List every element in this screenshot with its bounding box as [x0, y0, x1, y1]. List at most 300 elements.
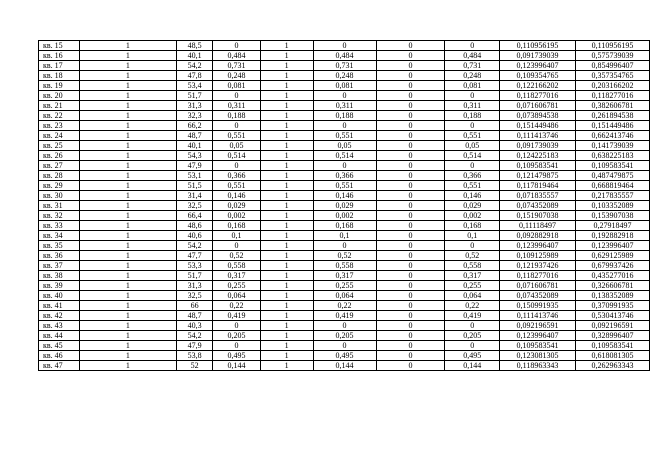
table-row — [39, 341, 650, 351]
table-row — [39, 321, 650, 331]
col-9-cell: 0,121479875 — [500, 171, 576, 181]
col-9-cell: 0,151449486 — [500, 121, 576, 131]
total-cell: 0,109583541 — [575, 341, 649, 351]
col-4-cell: 0 — [213, 91, 260, 101]
col-2-cell: 1 — [79, 151, 176, 161]
table-row — [39, 91, 650, 101]
total-cell: 0,668819464 — [575, 181, 649, 191]
col-7-cell: 0 — [376, 131, 445, 141]
area-cell: 40,3 — [176, 321, 213, 331]
col-2-cell: 1 — [79, 261, 176, 271]
col-4-cell: 0,52 — [213, 251, 260, 261]
col-2-cell: 1 — [79, 271, 176, 281]
col-5-cell: 1 — [260, 91, 313, 101]
col-9-cell: 0,092882918 — [500, 231, 576, 241]
apartment-cell: кв. 28 — [39, 171, 80, 181]
col-9-cell: 0,074352089 — [500, 291, 576, 301]
col-5-cell: 1 — [260, 51, 313, 61]
col-9-cell: 0,124225183 — [500, 151, 576, 161]
col-6-cell: 0,558 — [313, 261, 376, 271]
col-6-cell: 0,731 — [313, 61, 376, 71]
col-6-cell: 0,311 — [313, 101, 376, 111]
col-6-cell: 0,1 — [313, 231, 376, 241]
col-6-cell: 0 — [313, 321, 376, 331]
col-9-cell: 0,109583541 — [500, 161, 576, 171]
col-7-cell: 0 — [376, 61, 445, 71]
table-row — [39, 351, 650, 361]
area-cell: 40,1 — [176, 141, 213, 151]
table-row — [39, 281, 650, 291]
col-2-cell: 1 — [79, 361, 176, 371]
col-9-cell: 0,151907038 — [500, 211, 576, 221]
col-2-cell: 1 — [79, 71, 176, 81]
col-7-cell: 0 — [376, 341, 445, 351]
col-9-cell: 0,118277016 — [500, 91, 576, 101]
table-row — [39, 71, 650, 81]
col-8-cell: 0 — [445, 161, 500, 171]
col-5-cell: 1 — [260, 281, 313, 291]
total-cell: 0,109583541 — [575, 161, 649, 171]
col-4-cell: 0,1 — [213, 231, 260, 241]
col-8-cell: 0,419 — [445, 311, 500, 321]
col-7-cell: 0 — [376, 321, 445, 331]
area-cell: 31,3 — [176, 101, 213, 111]
col-5-cell: 1 — [260, 181, 313, 191]
col-4-cell: 0,205 — [213, 331, 260, 341]
col-8-cell: 0,064 — [445, 291, 500, 301]
col-7-cell: 0 — [376, 91, 445, 101]
col-4-cell: 0 — [213, 121, 260, 131]
apartment-cell: кв. 20 — [39, 91, 80, 101]
col-6-cell: 0,064 — [313, 291, 376, 301]
col-2-cell: 1 — [79, 111, 176, 121]
apartment-cell: кв. 39 — [39, 281, 80, 291]
col-8-cell: 0,22 — [445, 301, 500, 311]
col-7-cell: 0 — [376, 351, 445, 361]
table-body — [39, 41, 650, 371]
table-row — [39, 241, 650, 251]
col-5-cell: 1 — [260, 81, 313, 91]
col-5-cell: 1 — [260, 121, 313, 131]
area-cell: 32,3 — [176, 111, 213, 121]
apartment-cell: кв. 33 — [39, 221, 80, 231]
col-5-cell: 1 — [260, 211, 313, 221]
col-7-cell: 0 — [376, 281, 445, 291]
col-4-cell: 0 — [213, 341, 260, 351]
col-7-cell: 0 — [376, 181, 445, 191]
col-5-cell: 1 — [260, 251, 313, 261]
area-cell: 47,9 — [176, 161, 213, 171]
apartment-cell: кв. 44 — [39, 331, 80, 341]
col-5-cell: 1 — [260, 61, 313, 71]
apartment-cell: кв. 47 — [39, 361, 80, 371]
col-8-cell: 0,311 — [445, 101, 500, 111]
table-row — [39, 191, 650, 201]
apartment-cell: кв. 31 — [39, 201, 80, 211]
col-5-cell: 1 — [260, 241, 313, 251]
col-2-cell: 1 — [79, 131, 176, 141]
col-8-cell: 0,317 — [445, 271, 500, 281]
col-9-cell: 0,109125989 — [500, 251, 576, 261]
col-9-cell: 0,11118497 — [500, 221, 576, 231]
col-4-cell: 0 — [213, 241, 260, 251]
apartment-cell: кв. 18 — [39, 71, 80, 81]
col-2-cell: 1 — [79, 181, 176, 191]
col-2-cell: 1 — [79, 281, 176, 291]
col-2-cell: 1 — [79, 221, 176, 231]
col-5-cell: 1 — [260, 151, 313, 161]
apartment-cell: кв. 36 — [39, 251, 80, 261]
area-cell: 51,5 — [176, 181, 213, 191]
col-4-cell: 0,419 — [213, 311, 260, 321]
apartment-cell: кв. 32 — [39, 211, 80, 221]
area-cell: 53,8 — [176, 351, 213, 361]
apartment-cell: кв. 45 — [39, 341, 80, 351]
table-row — [39, 81, 650, 91]
table-row — [39, 101, 650, 111]
total-cell: 0,217835557 — [575, 191, 649, 201]
area-cell: 53,1 — [176, 171, 213, 181]
apartment-cell: кв. 30 — [39, 191, 80, 201]
total-cell: 0,487479875 — [575, 171, 649, 181]
area-cell: 51,7 — [176, 91, 213, 101]
col-6-cell: 0,366 — [313, 171, 376, 181]
area-cell: 54,2 — [176, 331, 213, 341]
col-4-cell: 0,514 — [213, 151, 260, 161]
col-6-cell: 0,144 — [313, 361, 376, 371]
col-5-cell: 1 — [260, 101, 313, 111]
col-4-cell: 0,029 — [213, 201, 260, 211]
col-2-cell: 1 — [79, 351, 176, 361]
apartment-cell: кв. 35 — [39, 241, 80, 251]
col-7-cell: 0 — [376, 201, 445, 211]
table-row — [39, 151, 650, 161]
col-5-cell: 1 — [260, 361, 313, 371]
col-8-cell: 0,1 — [445, 231, 500, 241]
col-6-cell: 0,248 — [313, 71, 376, 81]
area-cell: 53,3 — [176, 261, 213, 271]
area-cell: 51,7 — [176, 271, 213, 281]
col-7-cell: 0 — [376, 261, 445, 271]
col-4-cell: 0,255 — [213, 281, 260, 291]
col-9-cell: 0,123996407 — [500, 331, 576, 341]
col-9-cell: 0,121937426 — [500, 261, 576, 271]
area-cell: 32,5 — [176, 291, 213, 301]
table-row — [39, 291, 650, 301]
total-cell: 0,092196591 — [575, 321, 649, 331]
col-8-cell: 0,551 — [445, 181, 500, 191]
table-row — [39, 131, 650, 141]
table-row — [39, 181, 650, 191]
area-cell: 31,4 — [176, 191, 213, 201]
col-7-cell: 0 — [376, 311, 445, 321]
table-row — [39, 141, 650, 151]
col-9-cell: 0,111413746 — [500, 311, 576, 321]
table-row — [39, 361, 650, 371]
area-cell: 54,2 — [176, 241, 213, 251]
total-cell: 0,262963343 — [575, 361, 649, 371]
col-7-cell: 0 — [376, 331, 445, 341]
col-2-cell: 1 — [79, 341, 176, 351]
area-cell: 52 — [176, 361, 213, 371]
table-row — [39, 221, 650, 231]
total-cell: 0,618081305 — [575, 351, 649, 361]
col-9-cell: 0,071606781 — [500, 101, 576, 111]
col-5-cell: 1 — [260, 71, 313, 81]
total-cell: 0,370991935 — [575, 301, 649, 311]
col-7-cell: 0 — [376, 151, 445, 161]
col-7-cell: 0 — [376, 251, 445, 261]
total-cell: 0,103352089 — [575, 201, 649, 211]
total-cell: 0,638225183 — [575, 151, 649, 161]
col-4-cell: 0,558 — [213, 261, 260, 271]
total-cell: 0,854996407 — [575, 61, 649, 71]
col-6-cell: 0,484 — [313, 51, 376, 61]
col-4-cell: 0,144 — [213, 361, 260, 371]
col-8-cell: 0,081 — [445, 81, 500, 91]
col-2-cell: 1 — [79, 301, 176, 311]
col-2-cell: 1 — [79, 101, 176, 111]
col-2-cell: 1 — [79, 321, 176, 331]
col-2-cell: 1 — [79, 161, 176, 171]
col-6-cell: 0 — [313, 341, 376, 351]
col-5-cell: 1 — [260, 41, 313, 51]
col-2-cell: 1 — [79, 251, 176, 261]
col-5-cell: 1 — [260, 131, 313, 141]
total-cell: 0,141739039 — [575, 141, 649, 151]
area-cell: 54,3 — [176, 151, 213, 161]
area-cell: 32,5 — [176, 201, 213, 211]
col-8-cell: 0,731 — [445, 61, 500, 71]
col-7-cell: 0 — [376, 81, 445, 91]
apartment-cell: кв. 37 — [39, 261, 80, 271]
col-6-cell: 0,22 — [313, 301, 376, 311]
total-cell: 0,435277016 — [575, 271, 649, 281]
table-row — [39, 41, 650, 51]
area-cell: 47,7 — [176, 251, 213, 261]
col-9-cell: 0,117819464 — [500, 181, 576, 191]
col-6-cell: 0 — [313, 241, 376, 251]
col-8-cell: 0,002 — [445, 211, 500, 221]
col-7-cell: 0 — [376, 221, 445, 231]
col-4-cell: 0,551 — [213, 131, 260, 141]
table-row — [39, 251, 650, 261]
col-7-cell: 0 — [376, 71, 445, 81]
col-2-cell: 1 — [79, 121, 176, 131]
col-9-cell: 0,074352089 — [500, 201, 576, 211]
apartment-cell: кв. 26 — [39, 151, 80, 161]
col-5-cell: 1 — [260, 141, 313, 151]
total-cell: 0,123996407 — [575, 241, 649, 251]
col-4-cell: 0,366 — [213, 171, 260, 181]
area-cell: 66,4 — [176, 211, 213, 221]
col-9-cell: 0,091739039 — [500, 51, 576, 61]
col-8-cell: 0,514 — [445, 151, 500, 161]
col-5-cell: 1 — [260, 321, 313, 331]
col-9-cell: 0,123081305 — [500, 351, 576, 361]
col-8-cell: 0,146 — [445, 191, 500, 201]
col-5-cell: 1 — [260, 201, 313, 211]
col-7-cell: 0 — [376, 191, 445, 201]
total-cell: 0,662413746 — [575, 131, 649, 141]
apartment-cell: кв. 38 — [39, 271, 80, 281]
area-cell: 47,9 — [176, 341, 213, 351]
col-4-cell: 0,317 — [213, 271, 260, 281]
col-7-cell: 0 — [376, 301, 445, 311]
col-5-cell: 1 — [260, 171, 313, 181]
col-6-cell: 0,52 — [313, 251, 376, 261]
col-5-cell: 1 — [260, 351, 313, 361]
col-7-cell: 0 — [376, 291, 445, 301]
col-6-cell: 0,514 — [313, 151, 376, 161]
apartment-cell: кв. 15 — [39, 41, 80, 51]
col-2-cell: 1 — [79, 291, 176, 301]
col-9-cell: 0,123996407 — [500, 61, 576, 71]
col-8-cell: 0,366 — [445, 171, 500, 181]
table-row — [39, 171, 650, 181]
col-8-cell: 0,168 — [445, 221, 500, 231]
col-9-cell: 0,111413746 — [500, 131, 576, 141]
table-row — [39, 61, 650, 71]
col-7-cell: 0 — [376, 41, 445, 51]
col-4-cell: 0,188 — [213, 111, 260, 121]
col-9-cell: 0,073894538 — [500, 111, 576, 121]
data-table — [38, 40, 650, 371]
apartment-cell: кв. 25 — [39, 141, 80, 151]
apartment-cell: кв. 16 — [39, 51, 80, 61]
col-7-cell: 0 — [376, 171, 445, 181]
area-cell: 54,2 — [176, 61, 213, 71]
col-7-cell: 0 — [376, 361, 445, 371]
apartment-cell: кв. 41 — [39, 301, 80, 311]
col-4-cell: 0,064 — [213, 291, 260, 301]
total-cell: 0,153907038 — [575, 211, 649, 221]
apartment-cell: кв. 46 — [39, 351, 80, 361]
col-2-cell: 1 — [79, 91, 176, 101]
table-row — [39, 111, 650, 121]
apartment-cell: кв. 27 — [39, 161, 80, 171]
col-6-cell: 0,05 — [313, 141, 376, 151]
col-5-cell: 1 — [260, 221, 313, 231]
col-4-cell: 0,551 — [213, 181, 260, 191]
col-5-cell: 1 — [260, 311, 313, 321]
col-6-cell: 0,419 — [313, 311, 376, 321]
col-8-cell: 0,255 — [445, 281, 500, 291]
total-cell: 0,629125989 — [575, 251, 649, 261]
total-cell: 0,118277016 — [575, 91, 649, 101]
col-4-cell: 0,248 — [213, 71, 260, 81]
col-9-cell: 0,110956195 — [500, 41, 576, 51]
col-7-cell: 0 — [376, 231, 445, 241]
col-8-cell: 0,248 — [445, 71, 500, 81]
col-8-cell: 0,52 — [445, 251, 500, 261]
total-cell: 0,382606781 — [575, 101, 649, 111]
col-8-cell: 0,144 — [445, 361, 500, 371]
col-7-cell: 0 — [376, 111, 445, 121]
col-8-cell: 0,551 — [445, 131, 500, 141]
apartment-cell: кв. 42 — [39, 311, 80, 321]
col-7-cell: 0 — [376, 51, 445, 61]
col-2-cell: 1 — [79, 61, 176, 71]
table-row — [39, 51, 650, 61]
col-9-cell: 0,109354765 — [500, 71, 576, 81]
col-8-cell: 0,205 — [445, 331, 500, 341]
col-4-cell: 0,168 — [213, 221, 260, 231]
area-cell: 53,4 — [176, 81, 213, 91]
col-2-cell: 1 — [79, 141, 176, 151]
total-cell: 0,192882918 — [575, 231, 649, 241]
col-2-cell: 1 — [79, 201, 176, 211]
col-2-cell: 1 — [79, 81, 176, 91]
total-cell: 0,27918497 — [575, 221, 649, 231]
total-cell: 0,326606781 — [575, 281, 649, 291]
col-9-cell: 0,150991935 — [500, 301, 576, 311]
total-cell: 0,679937426 — [575, 261, 649, 271]
table-row — [39, 271, 650, 281]
table-row — [39, 301, 650, 311]
col-8-cell: 0 — [445, 41, 500, 51]
col-9-cell: 0,109583541 — [500, 341, 576, 351]
total-cell: 0,328996407 — [575, 331, 649, 341]
area-cell: 40,6 — [176, 231, 213, 241]
area-cell: 31,3 — [176, 281, 213, 291]
col-2-cell: 1 — [79, 191, 176, 201]
total-cell: 0,530413746 — [575, 311, 649, 321]
area-cell: 48,7 — [176, 131, 213, 141]
col-7-cell: 0 — [376, 121, 445, 131]
col-8-cell: 0 — [445, 121, 500, 131]
col-9-cell: 0,092196591 — [500, 321, 576, 331]
apartment-cell: кв. 17 — [39, 61, 80, 71]
col-8-cell: 0 — [445, 341, 500, 351]
col-6-cell: 0,081 — [313, 81, 376, 91]
col-5-cell: 1 — [260, 261, 313, 271]
total-cell: 0,151449486 — [575, 121, 649, 131]
col-9-cell: 0,122166202 — [500, 81, 576, 91]
total-cell: 0,575739039 — [575, 51, 649, 61]
col-7-cell: 0 — [376, 141, 445, 151]
col-2-cell: 1 — [79, 211, 176, 221]
total-cell: 0,357354765 — [575, 71, 649, 81]
area-cell: 66 — [176, 301, 213, 311]
col-4-cell: 0,146 — [213, 191, 260, 201]
col-2-cell: 1 — [79, 311, 176, 321]
col-4-cell: 0,002 — [213, 211, 260, 221]
col-4-cell: 0,05 — [213, 141, 260, 151]
col-4-cell: 0,731 — [213, 61, 260, 71]
col-4-cell: 0,081 — [213, 81, 260, 91]
col-8-cell: 0 — [445, 321, 500, 331]
apartment-cell: кв. 21 — [39, 101, 80, 111]
col-4-cell: 0 — [213, 41, 260, 51]
col-8-cell: 0,188 — [445, 111, 500, 121]
col-4-cell: 0,484 — [213, 51, 260, 61]
col-6-cell: 0 — [313, 161, 376, 171]
table-row — [39, 331, 650, 341]
area-cell: 48,7 — [176, 311, 213, 321]
col-5-cell: 1 — [260, 341, 313, 351]
col-2-cell: 1 — [79, 51, 176, 61]
table-row — [39, 161, 650, 171]
col-2-cell: 1 — [79, 231, 176, 241]
total-cell: 0,110956195 — [575, 41, 649, 51]
col-6-cell: 0 — [313, 121, 376, 131]
col-8-cell: 0 — [445, 241, 500, 251]
col-5-cell: 1 — [260, 331, 313, 341]
col-5-cell: 1 — [260, 291, 313, 301]
col-7-cell: 0 — [376, 101, 445, 111]
col-9-cell: 0,071835557 — [500, 191, 576, 201]
